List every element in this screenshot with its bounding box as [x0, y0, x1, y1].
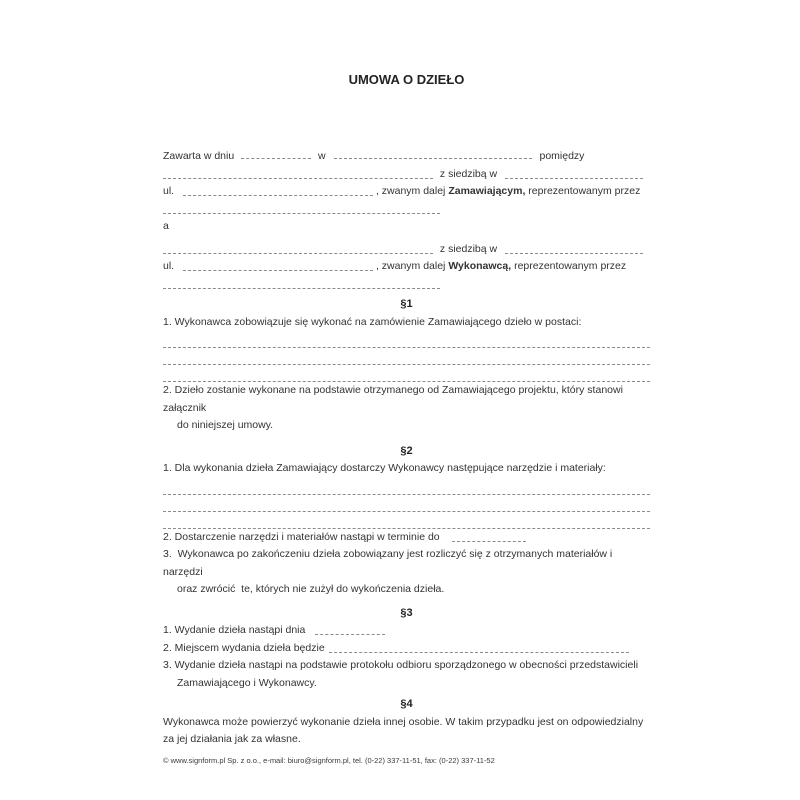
blank-work-description-line	[163, 365, 650, 382]
section-heading-4: §4	[400, 698, 413, 710]
blank-party1-street-field	[183, 184, 373, 196]
blank-tools-materials-line	[163, 512, 650, 529]
seat-label: z siedzibą w	[439, 242, 498, 255]
clause-3-3-cont: Zamawiającego i Wykonawcy.	[177, 676, 317, 689]
clause-3-1-text: 1. Wydanie dzieła nastąpi dnia	[163, 624, 306, 636]
clause-3-3: 3. Wydanie dzieła nastąpi na podstawie protokołu odbioru sporządzonego w obecności przedstawicieli	[163, 659, 639, 671]
blank-release-date-field	[315, 623, 385, 635]
intro-connector	[163, 218, 650, 236]
blank-place-field	[334, 147, 532, 159]
connector-text: a	[163, 220, 169, 232]
blank-delivery-deadline-field	[452, 530, 526, 542]
represented-label: reprezentowanym przez	[528, 185, 641, 197]
blank-work-description-line	[163, 348, 650, 365]
blank-release-place-field	[329, 641, 629, 653]
intro-text-mid: w	[318, 150, 326, 162]
intro-text-pre: Zawarta w dniu	[163, 150, 235, 162]
intro-line-party2-representative	[163, 276, 650, 294]
party1-name: Zamawiającym,	[448, 185, 526, 197]
called-label: , zwanym dalej	[375, 185, 446, 197]
blank-party1-name-field	[163, 167, 433, 179]
party2-block	[163, 241, 650, 294]
street-label: ul.	[163, 260, 175, 272]
street-label: ul.	[163, 185, 175, 197]
intro-line-date-place	[163, 147, 650, 166]
document-title: UMOWA O DZIEŁO	[348, 72, 465, 87]
represented-label: reprezentowanym przez	[514, 260, 627, 272]
clause-3-2-text: 2. Miejscem wydania dzieła będzie	[163, 641, 325, 654]
intro-line-party2-street	[163, 258, 650, 276]
intro-line-party1-street	[163, 183, 650, 201]
clause-2-3-cont: oraz zwrócić te, których nie zużył do wykończenia dzieła.	[177, 583, 445, 595]
blank-party2-seat-field	[505, 242, 643, 254]
clause-2-1: 1. Dla wykonania dzieła Zamawiający dostarczy Wykonawcy następujące narzędzie i materiały:	[163, 462, 606, 474]
blank-party1-seat-field	[505, 167, 643, 179]
section-heading-3: §3	[400, 606, 413, 619]
blank-tools-materials-line	[163, 495, 650, 512]
blank-party2-street-field	[183, 259, 373, 271]
clause-4-paragraph-cont: za jej działania jak za własne.	[163, 733, 301, 745]
intro-block	[163, 147, 650, 293]
blank-party2-name-field	[163, 242, 433, 254]
blank-party2-representative-field	[163, 277, 440, 289]
clause-3-2	[163, 640, 650, 658]
blank-date-field	[241, 147, 311, 159]
clause-1-2: 2. Dzieło zostanie wykonane na podstawie otrzymanego od Zamawiającego projektu, który stanowi załącznik	[163, 384, 626, 414]
clause-3-1	[163, 622, 650, 640]
clause-1-1: 1. Wykonawca zobowiązuje się wykonać na zamówienie Zamawiającego dzieło w postaci:	[163, 315, 582, 328]
clause-4-paragraph: Wykonawca może powierzyć wykonanie dzieła innej osobie. W takim przypadku jest on odpowiedzialny	[163, 715, 644, 728]
intro-line-party1-name	[163, 166, 650, 184]
section-heading-2: §2	[400, 444, 413, 457]
blank-work-description-line	[163, 331, 650, 348]
intro-text-post: pomiędzy	[539, 150, 585, 162]
called-label: , zwanym dalej	[375, 260, 446, 272]
document-footer: © www.signform.pl Sp. z o.o., e-mail: biuro@signform.pl, tel. (0-22) 337-11-51, fax: (0-22) 337-11-52	[163, 756, 495, 765]
clause-2-3: 3. Wykonawca po zakończeniu dzieła zobowiązany jest rozliczyć się z otrzymanych materiałów i narzędzi	[163, 548, 616, 578]
blank-party1-representative-field	[163, 202, 440, 214]
party2-name: Wykonawcą,	[448, 260, 512, 272]
clause-2-2	[163, 529, 650, 547]
intro-line-party1-representative	[163, 201, 650, 219]
blank-tools-materials-line	[163, 478, 650, 495]
clause-2-2-text: 2. Dostarczenie narzędzi i materiałów nastąpi w terminie do	[163, 530, 440, 543]
clause-1-2-cont: do niniejszej umowy.	[177, 419, 274, 431]
document-content	[163, 0, 650, 749]
intro-line-party2-name	[163, 241, 650, 259]
section-heading-1: §1	[400, 298, 413, 310]
seat-label: z siedzibą w	[439, 167, 498, 180]
